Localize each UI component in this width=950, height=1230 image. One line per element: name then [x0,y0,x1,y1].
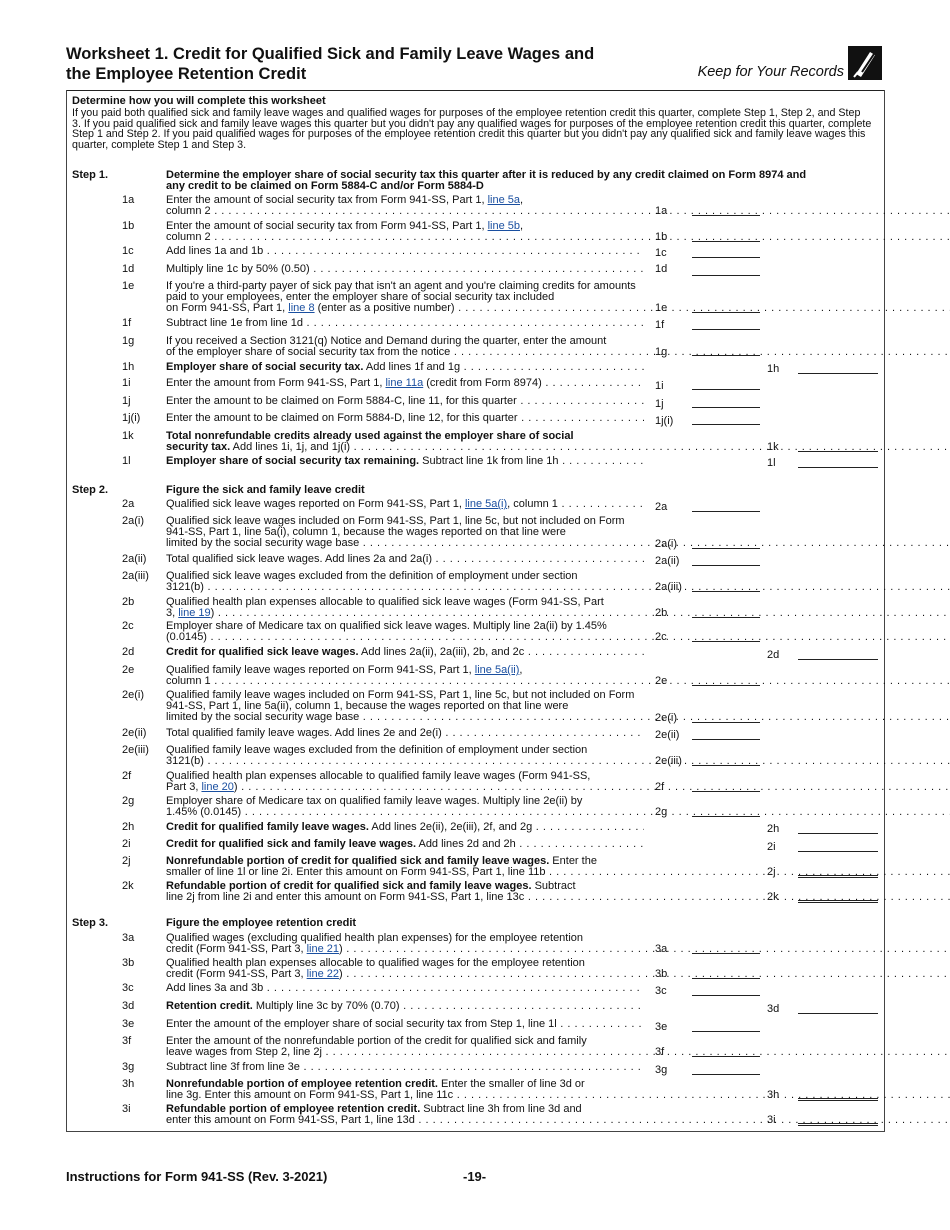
line-text: Enter the amount of social security tax from Form 941-SS, Part 1, [166,194,488,206]
step2-label: Step 2. [72,484,109,496]
box-label: 2e(ii) [655,729,680,741]
line-text: Add lines 3a and 3b . . . [166,983,644,994]
line-text: Enter the amount of the nonrefundable portion of the credit for qualified sick and family [166,1035,587,1047]
line-text: column 2 . . . [166,231,950,243]
box-label: 2e [655,675,668,687]
line-text: Refundable portion of employee retention credit. [166,1103,421,1115]
line-22-link[interactable]: line 22 [306,968,340,980]
line-text: of the employer share of social security tax from the notice . . . [166,346,950,358]
entry-field-2i[interactable] [798,839,878,852]
box-label: 1i [655,380,664,392]
pen-icon [848,46,882,80]
line-text: (0.0145) . . . [166,631,950,643]
line-text: ) [339,943,343,955]
line-text: Qualified wages (excluding qualified health plan expenses) for the employee retention [166,932,584,944]
entry-field-3f[interactable] [692,1045,760,1057]
entry-field-1d[interactable] [692,264,760,276]
entry-field-2g[interactable] [692,805,760,817]
box-label: 2e(i) [655,712,678,724]
box-label: 2h [767,823,780,835]
line-number: 2f [122,770,132,782]
line-text: Nonrefundable portion of credit for qualified sick and family leave wages. [166,855,550,867]
line-text: Total qualified sick leave wages. Add lines 2a and 2a(i) . . . [166,554,644,565]
line-number: 2b [122,596,135,608]
entry-field-2a-i[interactable] [692,537,760,549]
line-number: 1h [122,361,135,373]
line-text: Enter the amount of social security tax from Form 941-SS, Part 1, [166,220,488,232]
line-text: If you received a Section 3121(q) Notice and Demand during the quarter, enter the amount [166,335,607,347]
box-label: 3b [655,968,668,980]
line-number: 1j(i) [122,412,141,424]
line-text: Refundable portion of credit for qualified sick and family leave wages. [166,880,532,892]
title-line-1: Worksheet 1. Credit for Qualified Sick and Family Leave Wages and [66,45,595,63]
box-label: 1e [655,302,668,314]
box-label: 1j(i) [655,415,674,427]
step1-label: Step 1. [72,169,109,181]
entry-field-1j[interactable] [692,396,760,408]
line-number: 2a(iii) [122,570,149,582]
line-text: Employer share of social security tax. [166,362,364,373]
line-number: 1f [122,317,132,329]
step1-title: Determine the employer share of social security tax this quarter after it is reduced by any credit claimed on Form 8974 and any credit to be claimed on Form 5884-C and/or Form 5884-D [166,169,807,192]
box-label: 1d [655,263,668,275]
line-20-link[interactable]: line 20 [201,781,234,793]
box-label: 1g [655,346,668,358]
entry-field-1k[interactable] [798,440,878,452]
line-text: Multiply line 3c by 70% (0.70) [252,1001,400,1012]
line-text: Enter the smaller of line 3d or [437,1078,585,1090]
entry-field-3c[interactable] [692,983,760,996]
page-number: -19- [463,1169,487,1184]
line-number: 2j [122,855,131,867]
line-text: smaller of line 1l or line 2i. Enter this amount on Form 941-SS, Part 1, line 11b . . . [166,866,950,878]
line-text: Subtract [531,880,576,892]
entry-field-2j[interactable] [798,865,878,878]
line-number: 3c [122,982,134,994]
line-text: ) [339,968,343,980]
box-label: 2c [655,631,667,643]
line-text: Enter the amount to be claimed on Form 5884-C, line 11, for this quarter . . . [166,396,644,407]
box-label: 1h [767,363,780,375]
worksheet-title [66,44,594,84]
entry-field-2c[interactable] [692,630,760,642]
line-number: 2k [122,880,134,892]
line-text: 1.45% (0.0145) . . . [166,806,950,818]
line-text: Qualified health plan expenses allocable to qualified wages for the employee retention [166,957,585,969]
line-text: Multiply line 1c by 50% (0.50) . . . [166,264,644,275]
line-text: Subtract line 1k from line 1h [419,456,559,467]
line-number: 1i [122,377,131,389]
box-label: 2j [767,866,776,878]
box-label: 1j [655,398,664,410]
line-number: 1e [122,280,135,292]
line-text: , column 1 [507,499,558,510]
line-number: 1j [122,395,131,407]
entry-field-1g[interactable] [692,345,760,356]
entry-field-3h[interactable] [798,1088,878,1101]
box-label: 3h [767,1089,780,1101]
box-label: 1l [767,457,776,469]
line-text: line 3g. Enter this amount on Form 941-SS, Part 1, line 11c . . . [166,1089,950,1101]
line-number: 2i [122,838,131,850]
line-text: Qualified family leave wages excluded from the definition of employment under section [166,744,588,756]
line-text: Enter the amount from Form 941-SS, Part 1, [166,378,386,389]
box-label: 2i [767,841,776,853]
box-label: 2a(iii) [655,581,682,593]
entry-field-1a[interactable] [692,205,760,216]
line-text: Add lines 1a and 1b . . . [166,246,644,257]
box-label: 2k [767,891,779,903]
line-number: 2e(ii) [122,727,147,739]
line-text: Credit for qualified family leave wages. [166,822,369,833]
line-text: limited by the social security wage base . . . [166,711,950,723]
entry-field-1f[interactable] [692,318,760,330]
line-text: line 2j from line 2i and enter this amount on Form 941-SS, Part 1, line 13c . . . [166,891,950,903]
line-19-link[interactable]: line 19 [178,607,211,619]
line-number: 2g [122,795,135,807]
line-5a-i-link[interactable]: line 5a(i) [464,499,508,510]
entry-field-2e-ii[interactable] [692,728,760,740]
line-text: Add lines 2a(ii), 2a(iii), 2b, and 2c [358,647,525,658]
line-number: 3e [122,1018,135,1030]
line-number: 3d [122,1000,135,1012]
box-label: 3f [655,1046,665,1058]
line-11a-link[interactable]: line 11a [385,378,424,389]
box-label: 1c [655,247,667,259]
line-text: Qualified family leave wages reported on Form 941-SS, Part 1, [166,664,475,676]
line-text: ) [233,781,238,793]
line-text: Part 3, [166,781,202,793]
line-text: column 2 . . . [166,205,950,217]
line-text: Enter the amount of the employer share of social security tax from Step 1, line 1l . . . [166,1019,644,1030]
line-text: ) [210,607,215,619]
entry-field-3e[interactable] [692,1019,760,1032]
line-number: 3h [122,1078,135,1090]
line-number: 3g [122,1061,135,1073]
entry-field-3b[interactable] [692,967,760,979]
line-text: Employer share of social security tax remaining. [166,456,420,467]
line-number: 3b [122,957,135,969]
box-label: 2b [655,607,668,619]
line-text: Employer share of Medicare tax on qualified family leave wages. Multiply line 2e(ii) by [166,795,583,807]
box-label: 2a(i) [655,538,678,550]
line-number: 2e(i) [122,689,145,701]
line-text: Add lines 2e(ii), 2e(iii), 2f, and 2g [368,822,533,833]
line-number: 2e [122,664,135,676]
line-8-link[interactable]: line 8 [288,302,315,314]
intro-heading: Determine how you will complete this worksheet [72,95,326,107]
line-text: limited by the social security wage base . . . [166,537,950,549]
entry-field-3a[interactable] [692,942,760,954]
step2-title: Figure the sick and family leave credit [166,484,365,496]
line-text: Subtract line 3f from line 3e . . . [166,1062,644,1073]
line-text: credit (Form 941-SS, Part 3, [166,968,307,980]
line-text: leave wages from Step 2, line 2j . . . [166,1046,950,1058]
step3-label: Step 3. [72,917,109,929]
entry-field-1i[interactable] [692,378,760,390]
line-5a-ii-link[interactable]: line 5a(ii) [474,664,520,676]
line-number: 2a(ii) [122,553,147,565]
intro-text: If you paid both qualified sick and family leave wages and qualified wages for purposes of the employee retention credit this quarter, complete Step 1, Step 2, and Step 3. If you paid qualified sick and family leave wages this quarter but you didn't pay any qualified wages for purposes of the employee retention credit this quarter, complete Step 1 and Step 2. If you paid qualified wages for purposes of the employee retention credit this quarter but you didn't pay any qualified sick and family leave wages this quarter, complete Step 1 and Step 3. [72,107,872,151]
box-label: 3g [655,1064,668,1076]
line-text: Nonrefundable portion of employee retention credit. [166,1078,438,1090]
line-text: Credit for qualified sick and family leave wages. [166,839,417,850]
box-label: 1k [767,441,779,453]
entry-field-2a[interactable] [692,499,760,512]
line-text: Credit for qualified sick leave wages. [166,647,359,658]
entry-field-2e-iii[interactable] [692,754,760,766]
line-text: Qualified health plan expenses allocable to qualified sick leave wages (Form 941-SS, Part [166,596,604,608]
entry-field-2h[interactable] [798,822,878,834]
line-text: security tax. [166,441,231,453]
line-number: 2e(iii) [122,744,149,756]
footer-form-id: Instructions for Form 941-SS (Rev. 3-2021) [66,1169,328,1184]
line-21-link[interactable]: line 21 [306,943,340,955]
box-label: 2f [655,781,665,793]
entry-field-2e-i[interactable] [692,711,760,723]
entry-field-2k[interactable] [798,890,878,903]
line-number: 1c [122,245,134,257]
line-text: Total qualified family leave wages. Add lines 2e and 2e(i) . . . [166,728,644,739]
line-text: , [520,194,524,206]
entry-field-1l[interactable] [798,456,878,468]
line-text: Qualified family leave wages included on Form 941-SS, Part 1, line 5c, but not included on Form 941-SS, Part 1, line 5a(ii), column 1, because the wages reported on that line were [166,689,635,712]
line-text: , [520,220,524,232]
line-text: Qualified sick leave wages excluded from the definition of employment under section [166,570,578,582]
line-number: 1l [122,455,131,467]
line-text: column 1 . . . [166,675,950,687]
line-text: on Form 941-SS, Part 1, [166,302,289,314]
line-text: Add lines 1f and 1g [363,362,461,373]
box-label: 2g [655,806,668,818]
entry-field-1c[interactable] [692,246,760,258]
step3-title: Figure the employee retention credit [166,917,357,929]
line-text: Enter the amount to be claimed on Form 5884-D, line 12, for this quarter . . . [166,413,644,424]
line-text: Total nonrefundable credits already used against the employer share of social [166,430,574,442]
line-text: Qualified sick leave wages reported on Form 941-SS, Part 1, [166,499,465,510]
box-label: 2e(iii) [655,755,682,767]
line-text: Employer share of Medicare tax on qualified sick leave wages. Multiply line 2a(ii) by 1.45% [166,620,607,632]
line-text: If you're a third-party payer of sick pay that isn't an agent and you're claiming credits for amounts paid to your employees, enter the employer share of social security tax included [166,280,636,303]
line-text: Subtract line 1e from line 1d . . . [166,318,644,329]
line-text: 3121(b) . . . [166,581,950,593]
line-number: 3f [122,1035,132,1047]
line-text: enter this amount on Form 941-SS, Part 1, line 13d . . . [166,1114,950,1126]
entry-field-1e[interactable] [692,302,760,313]
line-text: Qualified sick leave wages included on Form 941-SS, Part 1, line 5c, but not included on Form 941-SS, Part 1, line 5a(i), column 1, because the wages reported on that line were [166,515,625,538]
line-5b-link[interactable]: line 5b [487,220,520,232]
line-5a-link[interactable]: line 5a [487,194,520,206]
entry-field-2e[interactable] [692,674,760,686]
line-number: 3a [122,932,135,944]
box-label: 1b [655,231,668,243]
line-text: Qualified health plan expenses allocable to qualified family leave wages (Form 941-SS, [166,770,591,782]
line-text: Enter the [549,855,597,867]
line-number: 3i [122,1103,131,1115]
box-label: 3e [655,1021,668,1033]
box-label: 3i [767,1114,776,1126]
box-label: 3a [655,943,668,955]
line-text: Add lines 1i, 1j, and 1j(i) [230,441,351,453]
line-number: 1a [122,194,135,206]
line-number: 2a [122,498,135,510]
box-label: 1a [655,205,668,217]
line-number: 1g [122,335,135,347]
line-text: (enter as a positive number) [314,302,455,314]
line-text: Retention credit. [166,1001,253,1012]
line-number: 2c [122,620,134,632]
box-label: 2d [767,649,780,661]
line-text: Subtract line 3h from line 3d and [420,1103,582,1115]
box-label: 2a(ii) [655,555,680,567]
entry-field-2f[interactable] [692,780,760,792]
entry-field-3i[interactable] [798,1113,878,1126]
line-text: credit (Form 941-SS, Part 3, [166,943,307,955]
box-label: 3c [655,985,667,997]
entry-field-2a-ii[interactable] [692,554,760,566]
title-line-2: the Employee Retention Credit [66,65,307,83]
line-text: , [519,664,523,676]
line-text: 3, [166,607,179,619]
entry-field-3d[interactable] [798,1001,878,1014]
entry-field-3g[interactable] [692,1062,760,1075]
box-label: 2a [655,501,668,513]
entry-field-1j-i[interactable] [692,413,760,425]
line-number: 2d [122,646,135,658]
entry-field-1b[interactable] [692,231,760,242]
entry-field-2b[interactable] [692,606,760,618]
entry-field-1h[interactable] [798,362,878,374]
box-label: 1f [655,319,665,331]
line-text: 3121(b) . . . [166,755,950,767]
line-number: 1d [122,263,135,275]
line-number: 1k [122,430,134,442]
box-label: 3d [767,1003,780,1015]
line-number: 1b [122,220,135,232]
entry-field-2a-iii[interactable] [692,580,760,592]
keep-records-label: Keep for Your Records [697,64,844,80]
line-number: 2h [122,821,135,833]
entry-field-2d[interactable] [798,647,878,660]
line-text: Add lines 2d and 2h [416,839,516,850]
line-text: (credit from Form 8974) [423,378,542,389]
line-number: 2a(i) [122,515,145,527]
